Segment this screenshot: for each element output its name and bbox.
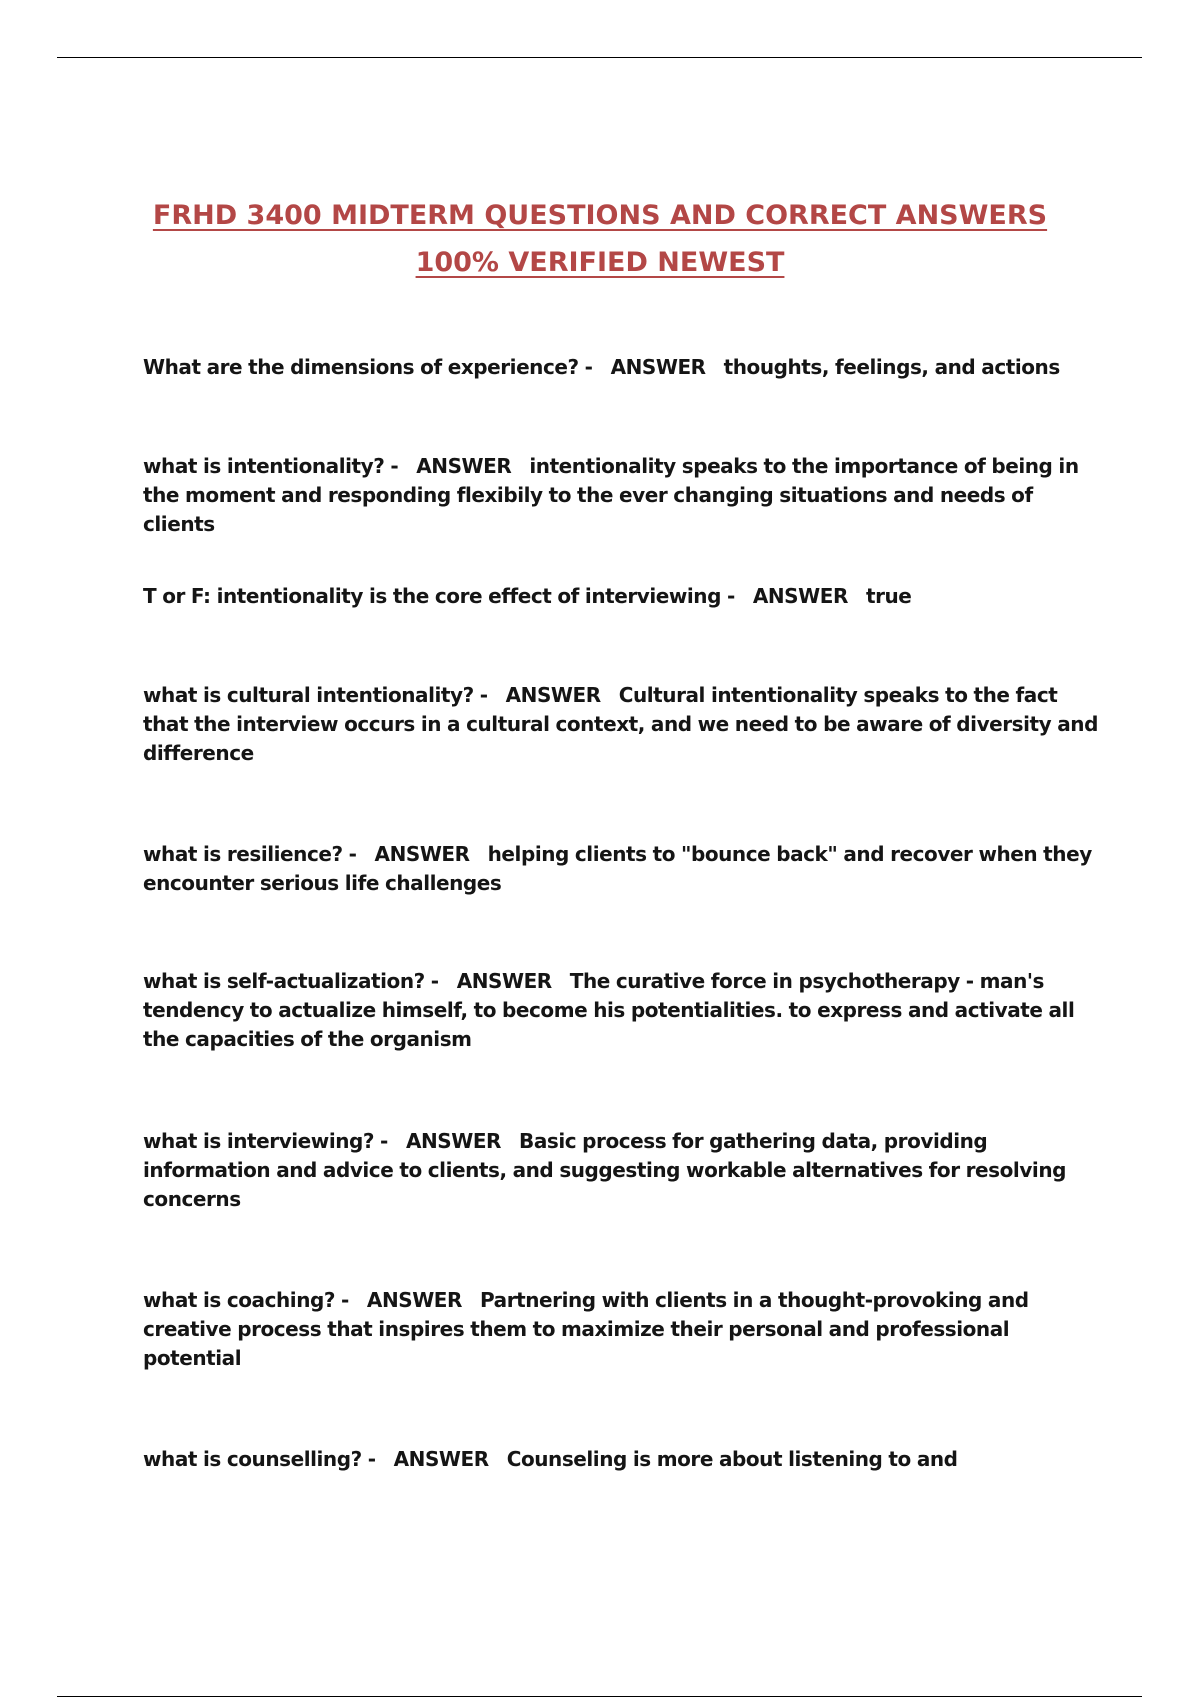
qa-item (143, 967, 1098, 1054)
answer-label: ANSWER (416, 454, 512, 478)
answer-text: Basic process for gathering data, providing information and advice to clients, and suggesting workable alternatives for resolving concerns (143, 1129, 1066, 1211)
answer-label: ANSWER (405, 1129, 501, 1153)
answer-text: Cultural intentionality speaks to the fact that the interview occurs in a cultural context, and we need to be aware of diversity and difference (143, 683, 1098, 765)
qa-item (143, 452, 1098, 539)
question-text: What are the dimensions of experience? - (143, 355, 593, 379)
question-text: what is coaching? - (143, 1288, 349, 1312)
question-text: what is cultural intentionality? - (143, 683, 488, 707)
bottom-rule (57, 1696, 1142, 1697)
answer-text: helping clients to "bounce back" and recover when they encounter serious life challenges (143, 842, 1092, 895)
qa-item (143, 840, 1098, 898)
answer-text: The curative force in psychotherapy - man's tendency to actualize himself, to become his potentialities. to express and activate all the capacities of the organism (143, 969, 1075, 1051)
question-text: T or F: intentionality is the core effect of interviewing - (143, 584, 735, 608)
question-text: what is counselling? - (143, 1447, 376, 1471)
document-title (100, 192, 1100, 286)
answer-text: true (865, 584, 912, 608)
answer-text: Counseling is more about listening to and (506, 1447, 958, 1471)
answer-text: Partnering with clients in a thought-provoking and creative process that inspires them to maximize their personal and professional potential (143, 1288, 1029, 1370)
question-text: what is interviewing? - (143, 1129, 388, 1153)
title-line-2: 100% VERIFIED NEWEST (415, 247, 785, 278)
answer-label: ANSWER (374, 842, 470, 866)
qa-item (143, 1445, 1098, 1474)
answer-text: thoughts, feelings, and actions (723, 355, 1060, 379)
qa-item (143, 582, 1098, 611)
top-rule (57, 57, 1142, 58)
qa-item (143, 1127, 1098, 1214)
answer-label: ANSWER (456, 969, 552, 993)
title-line-1: FRHD 3400 MIDTERM QUESTIONS AND CORRECT ANSWERS (152, 200, 1048, 231)
question-text: what is self-actualization? - (143, 969, 439, 993)
question-text: what is resilience? - (143, 842, 357, 866)
answer-label: ANSWER (610, 355, 706, 379)
answer-label: ANSWER (393, 1447, 489, 1471)
qa-item (143, 681, 1098, 768)
question-text: what is intentionality? - (143, 454, 399, 478)
answer-text: intentionality speaks to the importance of being in the moment and responding flexibily to the ever changing situations and needs of clients (143, 454, 1079, 536)
answer-label: ANSWER (366, 1288, 462, 1312)
answer-label: ANSWER (752, 584, 848, 608)
qa-item (143, 353, 1098, 382)
answer-label: ANSWER (505, 683, 601, 707)
qa-item (143, 1286, 1098, 1373)
